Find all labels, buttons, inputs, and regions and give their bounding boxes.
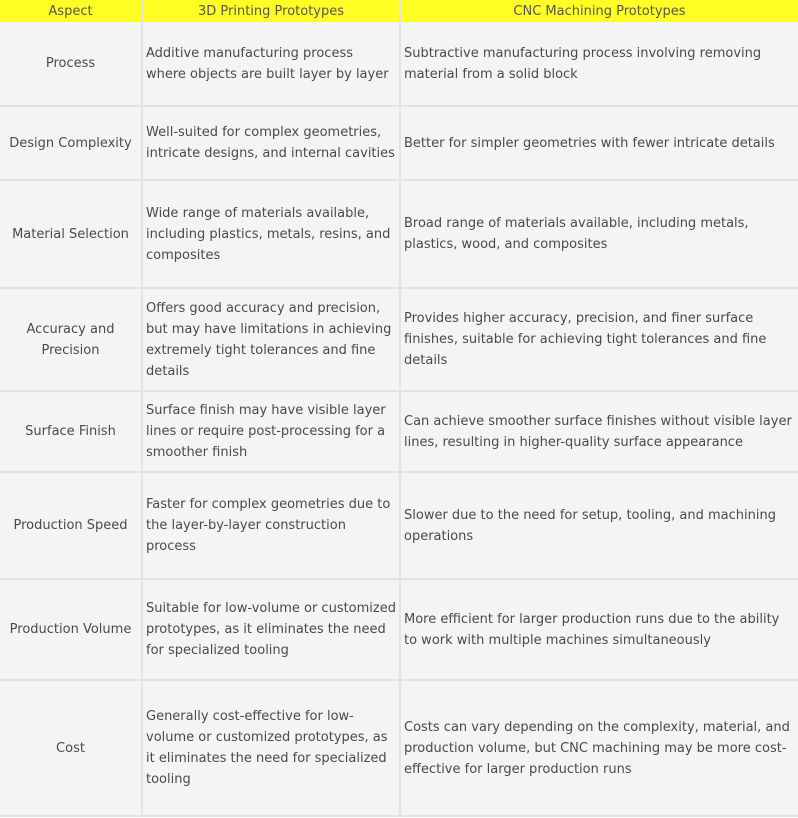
aspect-cell: Accuracy and Precision bbox=[0, 288, 142, 391]
cnc-cell: Costs can vary depending on the complexity, material, and production volume, but CNC machining may be more cost-effective for larger production runs bbox=[400, 680, 798, 816]
cnc-cell: More efficient for larger production runs due to the ability to work with multiple machines simultaneously bbox=[400, 579, 798, 680]
printing-cell: Wide range of materials available, including plastics, metals, resins, and composites bbox=[142, 180, 400, 288]
table-row bbox=[0, 106, 798, 180]
cnc-cell: Provides higher accuracy, precision, and finer surface finishes, suitable for achieving tight tolerances and fine details bbox=[400, 288, 798, 391]
printing-cell: Surface finish may have visible layer lines or require post-processing for a smoother finish bbox=[142, 391, 400, 472]
table-row bbox=[0, 680, 798, 816]
aspect-cell: Production Speed bbox=[0, 472, 142, 579]
header-row bbox=[0, 0, 798, 22]
header-3d-printing: 3D Printing Prototypes bbox=[142, 0, 400, 22]
printing-cell: Additive manufacturing process where objects are built layer by layer bbox=[142, 22, 400, 106]
cnc-cell: Broad range of materials available, including metals, plastics, wood, and composites bbox=[400, 180, 798, 288]
printing-cell: Faster for complex geometries due to the layer-by-layer construction process bbox=[142, 472, 400, 579]
aspect-cell: Process bbox=[0, 22, 142, 106]
table-row bbox=[0, 579, 798, 680]
aspect-cell: Design Complexity bbox=[0, 106, 142, 180]
printing-cell: Well-suited for complex geometries, intricate designs, and internal cavities bbox=[142, 106, 400, 180]
table-row bbox=[0, 391, 798, 472]
cnc-cell: Can achieve smoother surface finishes without visible layer lines, resulting in higher-quality surface appearance bbox=[400, 391, 798, 472]
table-row bbox=[0, 180, 798, 288]
printing-cell: Offers good accuracy and precision, but may have limitations in achieving extremely tight tolerances and fine details bbox=[142, 288, 400, 391]
table-row bbox=[0, 472, 798, 579]
header-aspect: Aspect bbox=[0, 0, 142, 22]
cnc-cell: Subtractive manufacturing process involving removing material from a solid block bbox=[400, 22, 798, 106]
table-row bbox=[0, 22, 798, 106]
aspect-cell: Material Selection bbox=[0, 180, 142, 288]
aspect-cell: Surface Finish bbox=[0, 391, 142, 472]
table-row bbox=[0, 288, 798, 391]
aspect-cell: Production Volume bbox=[0, 579, 142, 680]
printing-cell: Suitable for low-volume or customized prototypes, as it eliminates the need for specialized tooling bbox=[142, 579, 400, 680]
header-cnc-machining: CNC Machining Prototypes bbox=[400, 0, 798, 22]
printing-cell: Generally cost-effective for low-volume or customized prototypes, as it eliminates the need for specialized tooling bbox=[142, 680, 400, 816]
cnc-cell: Slower due to the need for setup, tooling, and machining operations bbox=[400, 472, 798, 579]
cnc-cell: Better for simpler geometries with fewer intricate details bbox=[400, 106, 798, 180]
aspect-cell: Cost bbox=[0, 680, 142, 816]
